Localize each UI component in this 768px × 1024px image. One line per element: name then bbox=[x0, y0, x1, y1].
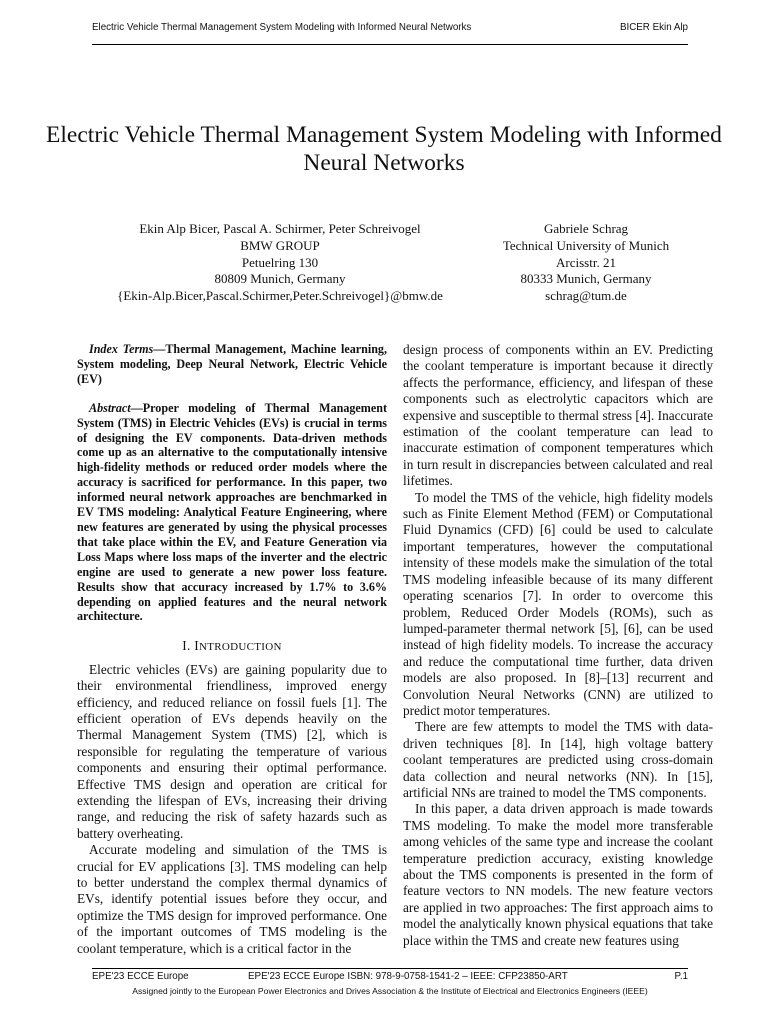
section-title-initial: I bbox=[194, 638, 199, 654]
page-footer bbox=[92, 968, 688, 996]
footer-note: Assigned jointly to the European Power Electronics and Drives Association & the Institute of Electrical and Electronics Engineers (IEEE) bbox=[132, 986, 648, 996]
body-paragraph: Accurate modeling and simulation of the TMS is crucial for EV applications [3]. TMS modeling can help to better understand the complex thermal dynamics of EVs, identify potential issues before they occur, and optimize the TMS design for improved performance. One of the important outcomes of TMS modeling is the coolant temperature, which is a critical factor in the bbox=[77, 842, 387, 956]
body-paragraph: To model the TMS of the vehicle, high fidelity models such as Finite Element Method (FEM) or Computational Fluid Dynamics (CFD) [6] could be used to calculate important temperatures, however the computational intensity of these models make the simulation of the total TMS modeling infeasible because of its many different operating scenarios [7]. In order to overcome this problem, Reduced Order Models (ROMs), such as lumped-parameter thermal network [5], [6], can be used instead of high fidelity models. To increase the accuracy and reduce the computational time further, data driven models are also proposed. In [8]–[13] recurrent and Convolution Neural Networks (CNN) are utilized to predict motor temperatures. bbox=[403, 489, 713, 718]
footer-conference: EPE'23 ECCE Europe bbox=[92, 971, 189, 982]
abstract bbox=[77, 401, 387, 625]
body-paragraph: There are few attempts to model the TMS with data-driven techniques [8]. In [14], high voltage battery coolant temperatures are predicted using cross-domain data collection and neural networks (NN). In [15], artificial NNs are trained to model the TMS components. bbox=[403, 719, 713, 800]
author-names: Gabriele Schrag bbox=[543, 221, 629, 236]
author-city: 80333 Munich, Germany bbox=[520, 271, 652, 287]
right-column bbox=[403, 342, 713, 949]
author-organization: Technical University of Munich bbox=[502, 237, 670, 253]
section-title-rest: NTRODUCTION bbox=[198, 641, 282, 654]
footer-isbn: EPE'23 ECCE Europe ISBN: 978-9-0758-1541-2 – IEEE: CFP23850-ART bbox=[248, 971, 568, 982]
author-block-bmw bbox=[100, 221, 460, 305]
running-header bbox=[92, 22, 688, 45]
page-number: P.1 bbox=[674, 971, 688, 982]
author-street: Petuelring 130 bbox=[241, 254, 319, 270]
abstract-lead: Abstract bbox=[89, 400, 131, 415]
running-header-author: BICER Ekin Alp bbox=[619, 22, 688, 33]
running-header-title: Electric Vehicle Thermal Management System Modeling with Informed Neural Networks bbox=[92, 22, 472, 33]
abstract-text: —Proper modeling of Thermal Management System (TMS) in Electric Vehicles (EVs) is crucial in terms of designing the EV components. Data-driven methods come up as an alternative to the computationally intensive high-fidelity methods or reduced order models where the accuracy is sacrificed for performance. In this paper, two informed neural network approaches are benchmarked in EV TMS modeling: Analytical Feature Engineering, where new features are generated by using the physical processes that take place within the EV, and Feature Generation via Loss Maps where loss maps of the inverter and the electric engine are used to generate a new power loss feature. Results show that accuracy increased by 1.7% to 3.6% depending on applied features and the neural network architecture. bbox=[77, 400, 387, 624]
index-terms bbox=[77, 342, 387, 387]
body-paragraph: In this paper, a data driven approach is made towards TMS modeling. To make the model more transferable among vehicles of the same type and increase the coolant temperature prediction accuracy, existing knowledge about the TMS components is presented in the form of feature vectors to NN models. The new feature vectors are applied in two approaches: The first approach aims to model the analytically known physical equations that take place within the TMS and create new features using bbox=[403, 801, 713, 948]
index-terms-lead: Index Terms bbox=[89, 342, 154, 356]
section-heading-introduction bbox=[77, 638, 387, 655]
section-number: I. bbox=[182, 638, 191, 654]
paper-title: Electric Vehicle Thermal Management System Modeling with Informed Neural Networks bbox=[46, 122, 722, 176]
footer-row bbox=[92, 971, 688, 984]
author-email: {Ekin-Alp.Bicer,Pascal.Schirmer,Peter.Schreivogel}@bmw.de bbox=[117, 288, 443, 304]
author-city: 80809 Munich, Germany bbox=[214, 271, 346, 287]
author-block-tum bbox=[484, 221, 688, 305]
body-paragraph: Electric vehicles (EVs) are gaining popularity due to their environmental friendliness, improved energy efficiency, and reduced reliance on fossil fuels [1]. The efficient operation of EVs depends heavily on the Thermal Management System (TMS) [2], which is responsible for regulating the temperature of various components and ensuring their optimal performance. Effective TMS design and operation are critical for extending the lifespan of EVs, increasing their driving range, and reducing the risk of safety hazards such as battery overheating. bbox=[77, 661, 387, 841]
author-names: Ekin Alp Bicer, Pascal A. Schirmer, Peter Schreivogel bbox=[139, 221, 421, 236]
author-street: Arcisstr. 21 bbox=[556, 254, 616, 270]
author-organization: BMW GROUP bbox=[240, 237, 320, 253]
body-paragraph: design process of components within an EV. Predicting the coolant temperature is important because it directly affects the performance, efficiency, and lifespan of these components such as electrolytic capacitors which are expensive and susceptible to thermal stress [4]. Inaccurate estimation of the coolant temperature can lead to inaccurate estimation of component temperatures which in turn result in discrepancies between calculated and real lifetimes. bbox=[403, 342, 713, 489]
index-terms-text: —Thermal Management, Machine learning, System modeling, Deep Neural Network, Electric Vehicle (EV) bbox=[77, 342, 387, 386]
left-column bbox=[77, 342, 387, 957]
author-email: schrag@tum.de bbox=[545, 288, 627, 304]
